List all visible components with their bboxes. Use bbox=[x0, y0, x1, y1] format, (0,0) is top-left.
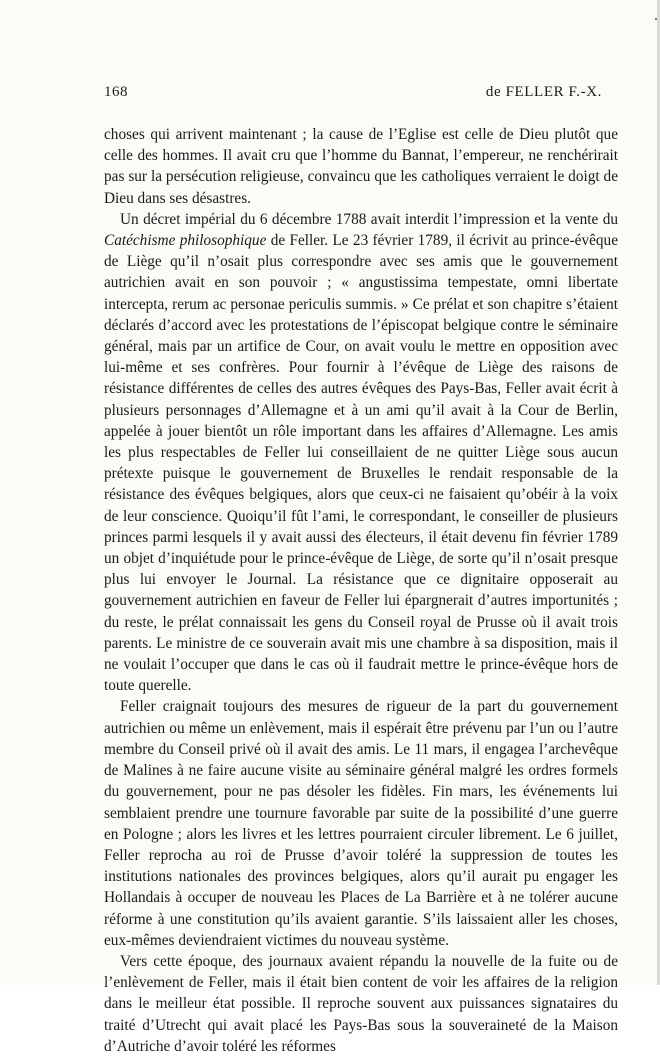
text-run: choses qui arrivent maintenant ; la cause de l’Eglise est celle de Dieu plutôt que celle des hommes. Il avait cru que l’homme du Bannat, l’empereur, ne renchérirait pas sur la persécution religieuse, convaincu que les catholiques verraient le doigt de Dieu dans ses désastres. bbox=[104, 126, 618, 207]
page-header bbox=[104, 84, 602, 106]
text-run: Feller craignait toujours des mesures de rigueur de la part du gouvernement autrichien ou même un enlèvement, mais il espérait être prévenu par l’un ou l’autre membre du Conseil privé où il avait des amis. Le 11 mars, il engagea l’archevêque de Malines à ne faire aucune visite au séminaire général malgré les ordres formels du gouvernement, pour ne pas désoler les fidèles. Fin mars, les événements lui semblaient prendre une tournure favorable par suite de la possibilité d’une guerre en Pologne ; alors les livres et les lettres pourraient circuler librement. Le 6 juillet, Feller reprocha au roi de Prusse d’avoir toléré la suppression de toutes les institutions nationales des provinces belgiques, alors qu’il aurait pu engager les Hollandais à occuper de nouveau les Places de La Barrière et à ne tolérer aucune réforme à une constitution qu’ils avaient garantie. S’ils laissaient aller les choses, eux-mêmes deviendraient victimes du nouveau système. bbox=[104, 698, 618, 949]
paragraph bbox=[104, 124, 618, 209]
scan-speck bbox=[655, 18, 657, 20]
text-run: de Feller. Le 23 février 1789, il écrivit au prince-évêque de Liège qu’il n’osait plus correspondre avec ses amis que le gouvernement autrichien avait en son pouvoir ; « angustissima tempestate, omni libertate intercepta, rerum ac personae periculis summis. » Ce prélat et son chapitre s’étaient déclarés d’accord avec les protestations de l’épiscopat belgique contre le séminaire général, mais par un artifice de Cour, on avait voulu le mettre en opposition avec lui-même et ses confrères. Pour fournir à l’évêque de Liège des raisons de résistance différentes de celles des autres évêques des Pays-Bas, Feller avait écrit à plusieurs personnages d’Allemagne et à un ami qu’il avait à la Cour de Berlin, appelée à jouer bientôt un rôle important dans les affaires d’Allemagne. Les amis les plus respectables de Feller lui conseillaient de ne quitter Liège sous aucun prétexte puisque le gouvernement de Bruxelles le rendait responsable de la résistance des évêques belgiques, alors que ceux-ci ne faisaient qu’obéir à la voix de leur conscience. Quoiqu’il fût l’ami, le correspondant, le conseiller de plusieurs princes parmi lesquels il y avait aussi des électeurs, il était devenu fin février 1789 un objet d’inquiétude pour le prince-évêque de Liège, de sorte qu’il n’osait presque plus lui envoyer le Journal. La résistance que ce dignitaire opposerait au gouvernement autrichien en faveur de Feller lui épargnerait d’autres importunités ; du reste, le prélat connaissait les gens du Conseil royal de Prusse où il avait trois parents. Le ministre de ce souverain avait mis une chambre à sa disposition, mais il ne voulait l’occuper que dans le cas où il faudrait mettre le prince-évêque hors de toute querelle. bbox=[104, 232, 618, 695]
text-run: Un décret impérial du 6 décembre 1788 avait interdit l’impression et la vente du bbox=[120, 210, 618, 228]
paragraph bbox=[104, 209, 618, 697]
italic-title: Catéchisme philosophique bbox=[104, 232, 267, 250]
text-run: Vers cette époque, des journaux avaient répandu la nouvelle de la fuite ou de l’enlèvement de Feller, mais il était bien content de voir les affaires de la religion dans le meilleur état possible. Il reproche souvent aux puissances signataires du traité d’Utrecht qui avait placé les Pays-Bas sous la souveraineté de la Maison d’Autriche d’avoir toléré les réformes bbox=[104, 952, 618, 1055]
body-text bbox=[104, 124, 618, 1057]
running-title: de FELLER F.-X. bbox=[485, 84, 602, 100]
paragraph bbox=[104, 951, 618, 1057]
page-number: 168 bbox=[104, 84, 128, 100]
paragraph bbox=[104, 696, 618, 950]
